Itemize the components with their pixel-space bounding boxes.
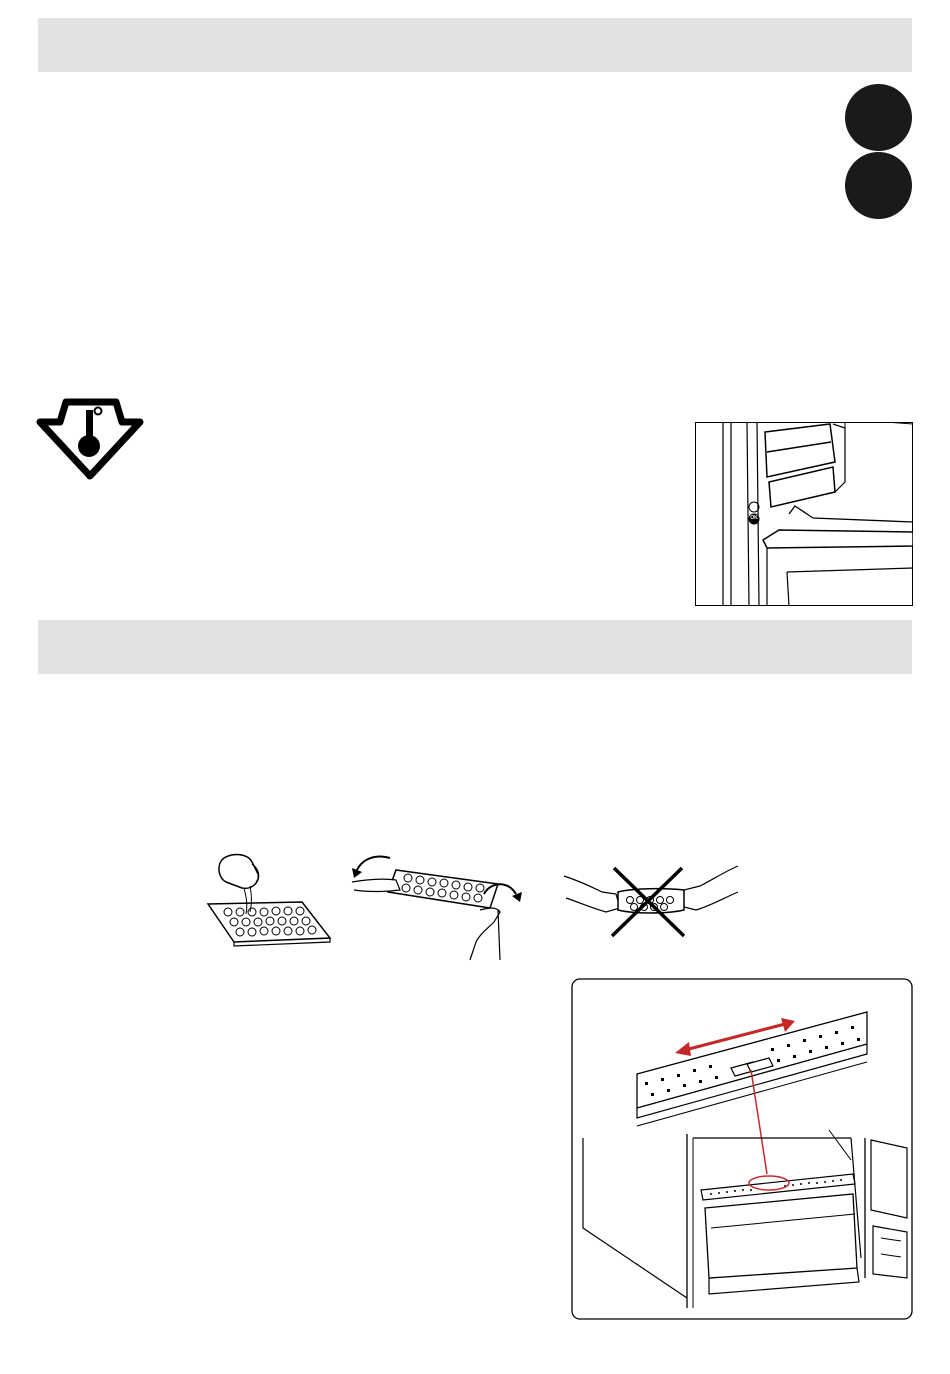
ice-tray-twist-illustration [348,850,528,962]
language-marker-circle-2 [845,152,912,219]
airflow-slider-illustration [571,978,913,1320]
ice-tray-do-not-squeeze-illustration [562,862,740,940]
ok-indicator-badge: OK [750,515,758,521]
ice-tray-fill-illustration [204,852,334,948]
section-header-bar-middle [38,620,912,674]
thermometer-warning-icon [36,394,144,480]
fridge-interior-illustration [695,422,913,606]
section-header-bar-top [38,18,912,72]
language-marker-circle-1 [845,84,912,151]
